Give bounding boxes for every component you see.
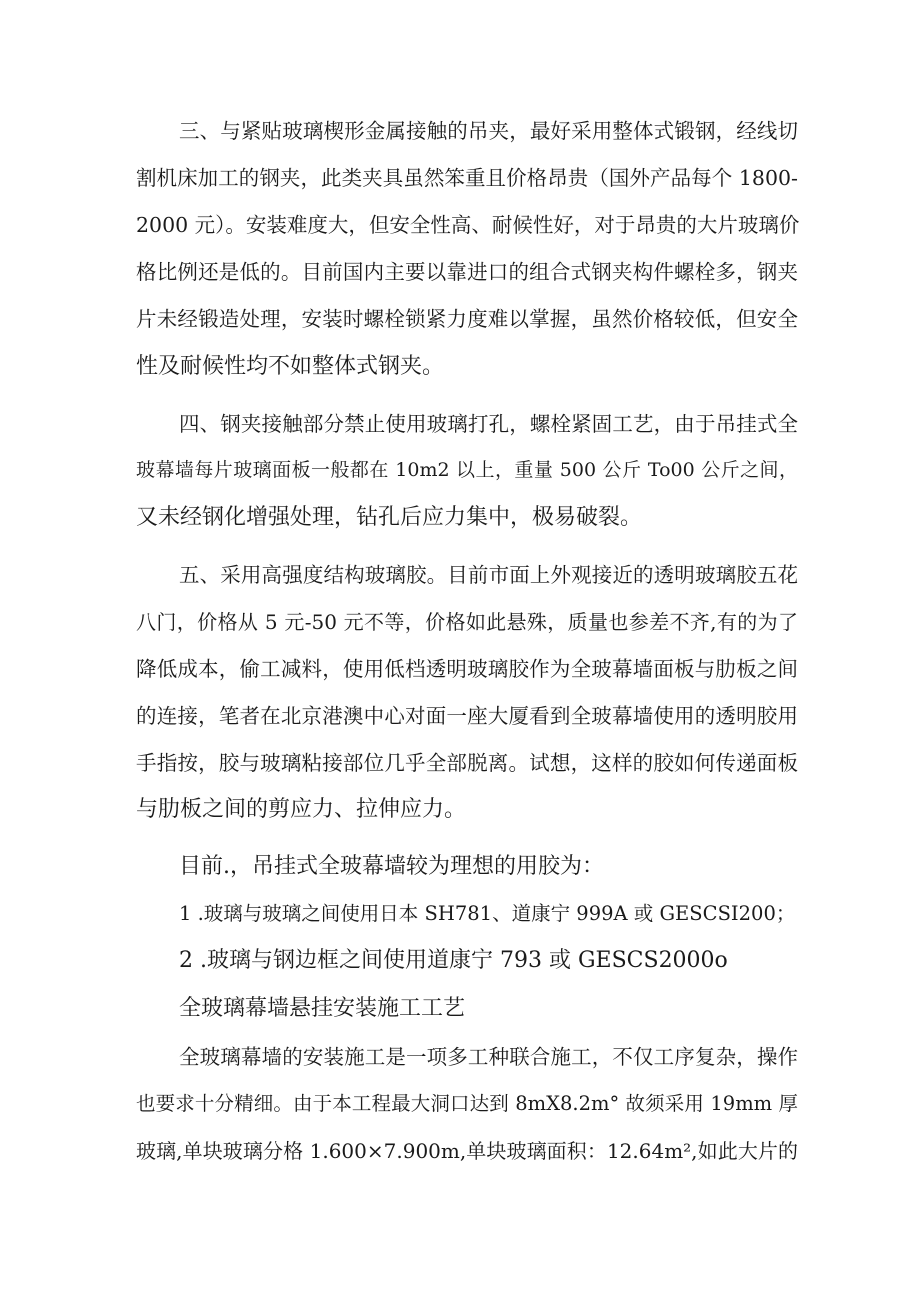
paragraph-1-line-4: 格比例还是低的。目前国内主要以靠进口的组合式钢夹构件螺栓多，钢夹 — [136, 260, 798, 284]
paragraph-1-line-1: 三、与紧贴玻璃楔形金属接触的吊夹，最好采用整体式锻钢，经线切 — [179, 119, 798, 143]
paragraph-4-line-1: 全玻璃幕墙的安装施工是一项多工种联合施工，不仅工序复杂，操作 — [179, 1045, 798, 1069]
paragraph-3-line-4: 的连接，笔者在北京港澳中心对面一座大厦看到全玻幕墙使用的透明胶用 — [136, 704, 798, 728]
paragraph-2-line-1: 四、钢夹接触部分禁止使用玻璃打孔，螺栓紧固工艺，由于吊挂式全 — [179, 412, 798, 436]
paragraph-1-line-6: 性及耐候性均不如整体式钢夹。 — [136, 354, 445, 379]
adhesive-item-2: 2 .玻璃与钢边框之间使用道康宁 793 或 GESCS2000o — [179, 948, 728, 973]
paragraph-4-line-3: 玻璃,单块玻璃分格 1.600×7.900m,单块玻璃面积：12.64m²,如此大片的 — [136, 1139, 798, 1163]
paragraph-4-line-2: 也要求十分精细。由于本工程最大洞口达到 8mX8.2m° 故须采用 19mm 厚 — [136, 1092, 798, 1115]
paragraph-1-line-2: 割机床加工的钢夹，此类夹具虽然笨重且价格昂贵（国外产品每个 1800- — [136, 166, 798, 190]
paragraph-2-line-2: 玻幕墙每片玻璃面板一般都在 10m2 以上，重量 500 公斤 To00 公斤之间， — [136, 459, 798, 481]
paragraph-3-line-3: 降低成本，偷工减料，使用低档透明玻璃胶作为全玻幕墙面板与肋板之间 — [136, 657, 798, 681]
paragraph-3-line-1: 五、采用高强度结构玻璃胶。目前市面上外观接近的透明玻璃胶五花 — [179, 563, 798, 587]
adhesive-item-1: 1 .玻璃与玻璃之间使用日本 SH781、道康宁 999A 或 GESCSI200； — [179, 902, 796, 925]
paragraph-3-line-6: 与肋板之间的剪应力、拉伸应力。 — [136, 797, 467, 822]
paragraph-1-line-3: 2000 元）。安装难度大，但安全性高、耐候性好，对于昂贵的大片玻璃价 — [136, 213, 800, 237]
paragraph-3-line-2: 八门，价格从 5 元-50 元不等，价格如此悬殊，质量也参差不齐,有的为了 — [136, 610, 798, 634]
section-heading: 全玻璃幕墙悬挂安装施工工艺 — [179, 996, 466, 1021]
paragraph-2-line-3: 又未经钢化增强处理，钻孔后应力集中，极易破裂。 — [136, 505, 643, 530]
paragraph-3-line-5: 手指按，胶与玻璃粘接部位几乎全部脱离。试想，这样的胶如何传递面板 — [136, 751, 798, 775]
paragraph-1-line-5: 片未经锻造处理，安装时螺栓锁紧力度难以掌握，虽然价格较低，但安全 — [136, 307, 798, 331]
adhesive-intro-line: 目前.，吊挂式全玻幕墙较为理想的用胶为： — [179, 854, 604, 879]
